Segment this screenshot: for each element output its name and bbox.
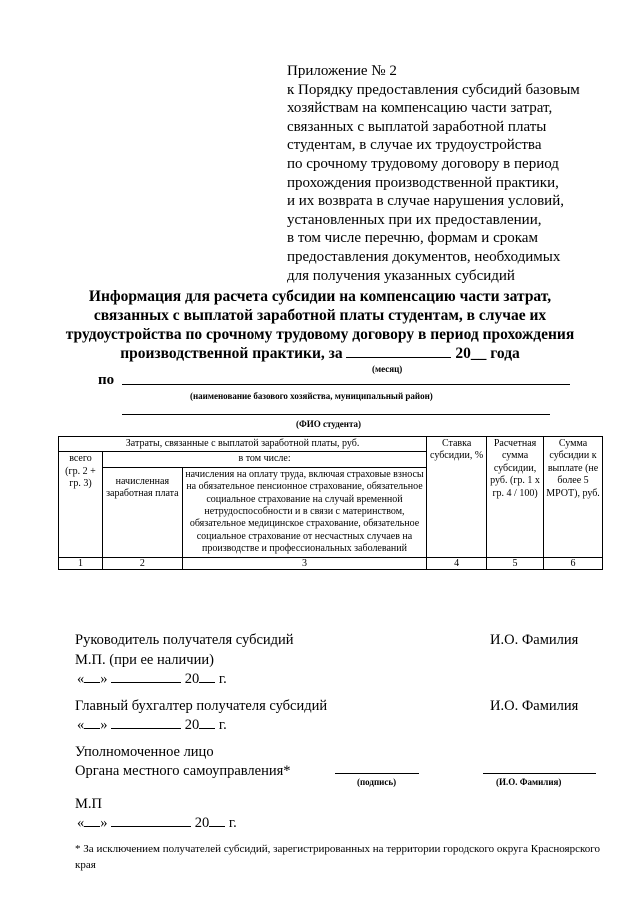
title-line-3: трудоустройства по срочному трудовому договору в период прохождения [65, 326, 575, 343]
total-header: всего (гр. 2 + гр. 3) [59, 452, 103, 557]
annex-line: Приложение № 2 [287, 63, 397, 79]
farm-name-field[interactable] [122, 384, 570, 385]
annex-line: по срочному трудовому договору в период [287, 155, 559, 172]
annex-line: для получения указанных субсидий [287, 267, 515, 284]
authorized-date [77, 814, 237, 833]
contributions-header: начисления на оплату труда, включая страховые взносы на обязательное пенсионное страхование, обязательное социальное страхование на случай временной нетрудоспособности и в связи с материнством, обязательное медицинское страхование, обязательное социальное страхование от несчастных случаев на производстве и профессиональных заболеваний [182, 467, 426, 557]
day-field[interactable] [84, 716, 100, 729]
po-label: по [98, 372, 115, 388]
month-field[interactable] [111, 716, 181, 729]
calc-sum-header: Расчетная сумма субсидии, руб. (гр. 1 x гр. 4 / 100) [487, 437, 544, 558]
annex-line: прохождения производственной практики, [287, 174, 559, 191]
subsidy-table [58, 436, 603, 570]
column-number: 4 [427, 557, 487, 569]
farm-name-hint: (наименование базового хозяйства, муниципальный район) [190, 391, 433, 401]
title-line-2: связанных с выплатой заработной платы студентам, в случае их [93, 307, 547, 324]
accountant-title: Главный бухгалтер получателя субсидий [75, 698, 328, 714]
date-g: г. [228, 815, 237, 831]
column-number: 3 [182, 557, 426, 569]
date-g: г. [218, 717, 227, 733]
student-name-hint: (ФИО студента) [296, 419, 361, 429]
date-open-quote: « [77, 815, 85, 831]
accrued-header: начисленная заработная плата [102, 467, 182, 557]
year-field[interactable] [199, 716, 215, 729]
column-number: 1 [59, 557, 103, 569]
table-header-row [59, 437, 603, 452]
title-line-4 [40, 344, 600, 363]
name-hint: (И.О. Фамилия) [496, 777, 562, 787]
annex-line: связанных с выплатой заработной платы [287, 118, 547, 135]
accountant-name: И.О. Фамилия [490, 698, 579, 714]
annex-line: и их возврата в случае нарушения условий, [287, 193, 564, 210]
accountant-date [77, 716, 227, 735]
date-year: 20 [184, 717, 200, 733]
date-close-quote: » [100, 717, 108, 733]
student-name-field[interactable] [122, 414, 550, 415]
annex-line: хозяйствам на компенсацию части затрат, [287, 100, 553, 117]
payout-sum-header: Сумма субсидии к выплате (не более 5 МРОТ), руб. [544, 437, 603, 558]
column-number: 2 [102, 557, 182, 569]
including-header: в том числе: [102, 452, 426, 467]
date-g: г. [218, 671, 227, 687]
month-field[interactable] [111, 670, 181, 683]
date-close-quote: » [100, 671, 108, 687]
month-field[interactable] [346, 345, 451, 358]
footnote: * За исключением получателей субсидий, зарегистрированных на территории городского округа Красноярского края [75, 843, 600, 871]
title-year: 20__ года [455, 345, 520, 362]
signature-hint: (подпись) [357, 777, 397, 787]
name-field[interactable] [483, 773, 596, 774]
year-field[interactable] [209, 814, 225, 827]
annex-line: в том числе перечню, формам и срокам [287, 230, 538, 247]
stamp-note-2: М.П [75, 796, 102, 812]
month-field[interactable] [111, 814, 191, 827]
month-hint: (месяц) [372, 364, 403, 374]
day-field[interactable] [84, 814, 100, 827]
head-name: И.О. Фамилия [490, 632, 579, 648]
document-title [40, 287, 600, 363]
column-number: 6 [544, 557, 603, 569]
column-numbers-row [59, 557, 603, 569]
year-field[interactable] [199, 670, 215, 683]
column-number: 5 [487, 557, 544, 569]
authorized-line-2: Органа местного самоуправления* [75, 763, 291, 779]
rate-header: Ставка субсидии, % [427, 437, 487, 558]
title-line-1: Информация для расчета субсидии на компенсацию части затрат, [88, 288, 552, 305]
head-title: Руководитель получателя субсидий [75, 632, 294, 648]
signature-field[interactable] [335, 773, 419, 774]
date-open-quote: « [77, 717, 85, 733]
date-year: 20 [194, 815, 210, 831]
costs-header: Затраты, связанные с выплатой заработной платы, руб. [59, 437, 427, 452]
date-open-quote: « [77, 671, 85, 687]
annex-line: предоставления документов, необходимых [287, 248, 561, 265]
authorized-line-1: Уполномоченное лицо [75, 744, 214, 760]
stamp-note: М.П. (при ее наличии) [75, 652, 214, 668]
annex-line: установленных при их предоставлении, [287, 211, 542, 228]
title-line-4-prefix: производственной практики, за [120, 345, 343, 362]
annex-line: студентам, в случае их трудоустройства [287, 137, 542, 154]
day-field[interactable] [84, 670, 100, 683]
head-date [77, 670, 227, 689]
date-close-quote: » [100, 815, 108, 831]
annex-header [287, 62, 617, 285]
annex-line: к Порядку предоставления субсидий базовым [287, 81, 580, 98]
date-year: 20 [184, 671, 200, 687]
